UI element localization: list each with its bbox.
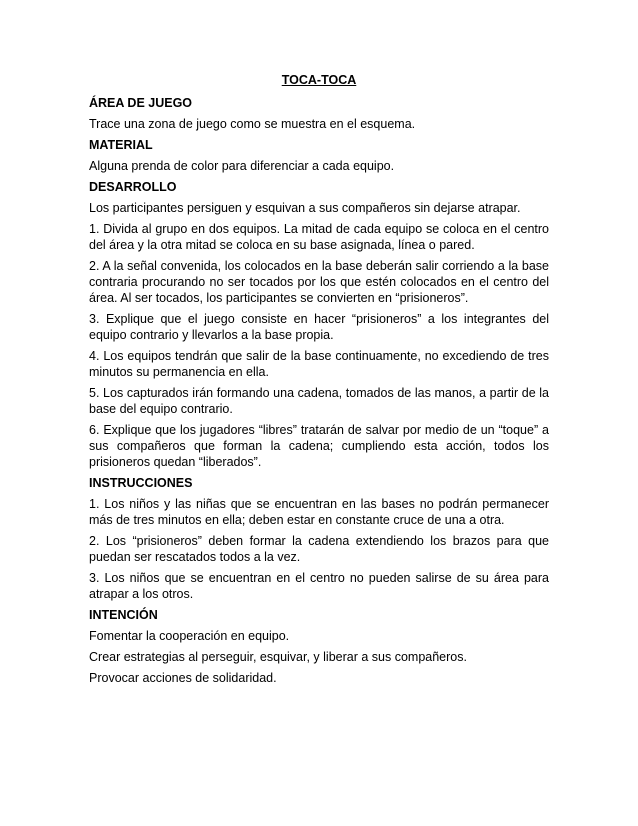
- paragraph: 6. Explique que los jugadores “libres” tratarán de salvar por medio de un “toque” a sus compañeros que forman la cadena; cumpliendo esta acción, todos los prisioneros quedan “liberados”.: [89, 423, 549, 469]
- section-heading: ÁREA DE JUEGO: [89, 96, 193, 110]
- section-heading: MATERIAL: [89, 138, 153, 152]
- paragraph: 3. Los niños que se encuentran en el centro no pueden salirse de su área para atrapar a los otros.: [89, 571, 549, 601]
- paragraph: Crear estrategias al perseguir, esquivar, y liberar a sus compañeros.: [89, 650, 467, 664]
- paragraph: Alguna prenda de color para diferenciar a cada equipo.: [89, 159, 395, 173]
- paragraph: Los participantes persiguen y esquivan a sus compañeros sin dejarse atrapar.: [89, 201, 521, 215]
- paragraph: 5. Los capturados irán formando una cadena, tomados de las manos, a partir de la base del equipo contrario.: [89, 386, 549, 416]
- paragraph: 1. Los niños y las niñas que se encuentran en las bases no podrán permanecer más de tres minutos en ella; deben estar en constante cruce de una a otra.: [89, 497, 549, 527]
- section-area-de-juego: [89, 95, 549, 132]
- paragraph: 4. Los equipos tendrán que salir de la base continuamente, no excediendo de tres minutos su permanencia en ella.: [89, 349, 549, 379]
- section-intencion: [89, 607, 549, 686]
- section-desarrollo: [89, 179, 549, 470]
- section-heading: DESARROLLO: [89, 180, 177, 194]
- paragraph: 2. A la señal convenida, los colocados en la base deberán salir corriendo a la base contraria procurando no ser tocados por los que estén colocados en el centro del área. Al ser tocados, los participantes se convierten en “prisioneros”.: [89, 259, 549, 305]
- section-material: [89, 137, 549, 174]
- paragraph: Provocar acciones de solidaridad.: [89, 671, 277, 685]
- paragraph: Trace una zona de juego como se muestra en el esquema.: [89, 117, 416, 131]
- section-instrucciones: [89, 475, 549, 602]
- section-heading: INSTRUCCIONES: [89, 476, 193, 490]
- document-page: [89, 72, 549, 691]
- section-heading: INTENCIÓN: [89, 608, 158, 622]
- document-title: TOCA-TOCA: [281, 73, 357, 87]
- paragraph: 2. Los “prisioneros” deben formar la cadena extendiendo los brazos para que puedan ser rescatados todos a la vez.: [89, 534, 549, 564]
- paragraph: Fomentar la cooperación en equipo.: [89, 629, 290, 643]
- paragraph: 3. Explique que el juego consiste en hacer “prisioneros” a los integrantes del equipo contrario y llevarlos a la base propia.: [89, 312, 549, 342]
- paragraph: 1. Divida al grupo en dos equipos. La mitad de cada equipo se coloca en el centro del área y la otra mitad se coloca en su base asignada, línea o pared.: [89, 222, 549, 252]
